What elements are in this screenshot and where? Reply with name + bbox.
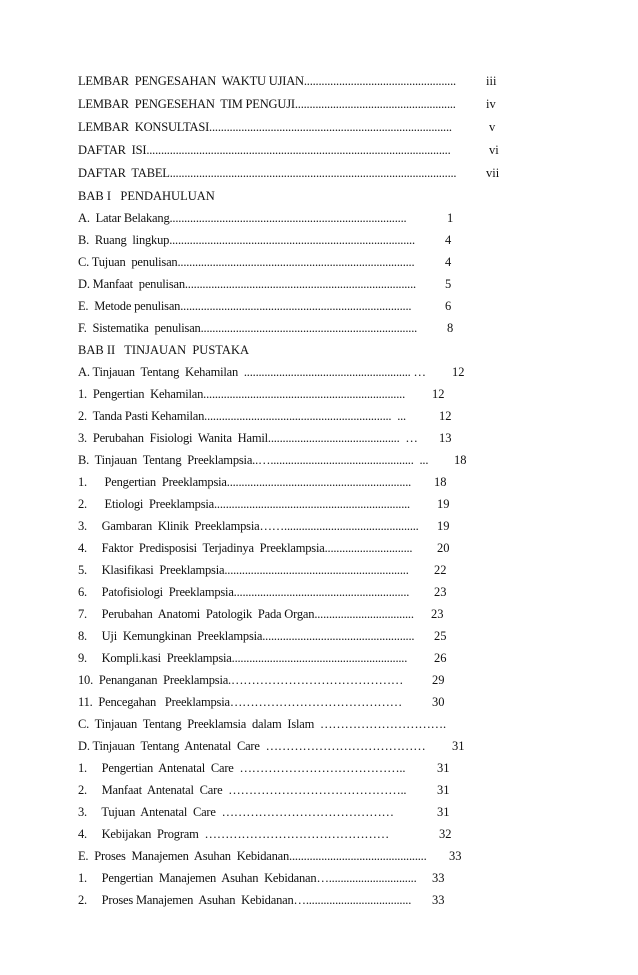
toc-entry-page: 6 (445, 299, 452, 313)
toc-entry-text: 5. Klasifikasi Preeklampsia............................................................... (78, 563, 409, 577)
toc-entry-page: 33 (432, 871, 445, 885)
toc-entry-page: 31 (452, 739, 465, 753)
toc-entry-text: D. Manfaat penulisan............................................................................... (78, 277, 416, 291)
toc-entry-text: 3. Perubahan Fisiologi Wanita Hamil............................................. … (78, 431, 418, 445)
toc-entry-text: 11. Pencegahan Preeklampsia…………………………………… (78, 695, 403, 709)
toc-entry-text: 4. Faktor Predisposisi Terjadinya Preeklampsia.............................. (78, 541, 413, 555)
toc-entry-text: 3. Tujuan Antenatal Care …………………………………… (78, 805, 394, 819)
toc-entry-text: LEMBAR KONSULTASI................................................................................... (78, 120, 452, 134)
toc-entry-text: 7. Perubahan Anatomi Patologik Pada Organ.................................. (78, 607, 414, 621)
toc-entry-text: 1. Pengertian Antenatal Care ………………………………….. (78, 761, 406, 775)
toc-entry-page: 29 (432, 673, 445, 687)
toc-entry-text: DAFTAR ISI........................................................................................................ (78, 143, 451, 157)
toc-entry-text: LEMBAR PENGESAHAN WAKTU UJIAN.................................................... (78, 74, 456, 88)
toc-entry-page: iii (486, 74, 497, 88)
toc-entry-page: 8 (447, 321, 454, 335)
toc-entry-page: 18 (434, 475, 447, 489)
toc-entry-text: 6. Patofisiologi Preeklampsia............................................................ (78, 585, 410, 599)
toc-entry-text: 2. Manfaat Antenatal Care …………………………………….. (78, 783, 407, 797)
toc-entry-page: 22 (434, 563, 447, 577)
toc-entry-page: 18 (454, 453, 467, 467)
toc-entry-text: 9. Kompli.kasi Preeklampsia............................................................ (78, 651, 408, 665)
toc-entry-text: 1. Pengertian Manajemen Asuhan Kebidanan….............................. (78, 871, 417, 885)
toc-entry-text: 2. Proses Manajemen Asuhan Kebidanan….................................... (78, 893, 412, 907)
toc-entry-page: 12 (452, 365, 465, 379)
toc-entry-text: 2. Etiologi Preeklampsia................................................................... (78, 497, 410, 511)
toc-entry-text: DAFTAR TABEL.................................................................................................. (78, 166, 457, 180)
toc-entry-page: 26 (434, 651, 447, 665)
toc-entry-page: 4 (445, 233, 452, 247)
chapter-heading: BAB II TINJAUAN PUSTAKA (78, 343, 249, 357)
toc-entry-page: 19 (437, 497, 450, 511)
toc-entry-page: vi (489, 143, 499, 157)
toc-entry-page: 33 (432, 893, 445, 907)
toc-entry-text: F. Sistematika penulisan.......................................................................... (78, 321, 418, 335)
toc-entry-text: 8. Uji Kemungkinan Preeklampsia.................................................... (78, 629, 415, 643)
toc-entry-page: 31 (437, 783, 450, 797)
toc-entry-page: 1 (447, 211, 454, 225)
toc-entry-text: C. Tujuan penulisan................................................................................. (78, 255, 415, 269)
toc-entry-text: D. Tinjauan Tentang Antenatal Care ………………………………… (78, 739, 426, 753)
toc-entry-page: 4 (445, 255, 452, 269)
toc-entry-page: 31 (437, 805, 450, 819)
toc-entry-text: E. Metode penulisan............................................................................... (78, 299, 412, 313)
toc-entry-text: 4. Kebijakan Program ……………………………………… (78, 827, 390, 841)
toc-entry-page: v (489, 120, 496, 134)
toc-entry-page: 31 (437, 761, 450, 775)
toc-entry-text: 10. Penanganan Preeklampsia.…………………………………… (78, 673, 404, 687)
toc-entry-page: 13 (439, 431, 452, 445)
toc-entry-text: B. Tinjauan Tentang Preeklampsia..…................................................. ... (78, 453, 429, 467)
toc-entry-page: 23 (434, 585, 447, 599)
toc-entry-text: 1. Pengertian Preeklampsia............................................................... (78, 475, 412, 489)
toc-entry-text: LEMBAR PENGESEHAN TIM PENGUJI....................................................... (78, 97, 456, 111)
toc-entry-page: iv (486, 97, 496, 111)
toc-entry-page: 19 (437, 519, 450, 533)
toc-entry-text: 1. Pengertian Kehamilan..................................................................... (78, 387, 405, 401)
toc-entry-page: 12 (432, 387, 445, 401)
toc-entry-text: B. Ruang lingkup.................................................................................... (78, 233, 415, 247)
toc-entry-page: 30 (432, 695, 445, 709)
toc-entry-page: 25 (434, 629, 447, 643)
toc-entry-page: vii (486, 166, 500, 180)
toc-entry-page: 20 (437, 541, 450, 555)
toc-entry-page: 5 (445, 277, 452, 291)
toc-entry-page: 12 (439, 409, 452, 423)
toc-entry-text: 3. Gambaran Klinik Preeklampsia…….............................................. (78, 519, 419, 533)
toc-entry-text: C. Tinjauan Tentang Preeklamsia dalam Islam …………………………. (78, 717, 446, 731)
toc-entry-page: 33 (449, 849, 462, 863)
toc-entry-page: 32 (439, 827, 452, 841)
toc-entry-text: E. Proses Manajemen Asuhan Kebidanan............................................... (78, 849, 427, 863)
toc-entry-text: A. Latar Belakang................................................................................. (78, 211, 407, 225)
toc-entry-page: 23 (431, 607, 444, 621)
toc-entry-text: A. Tinjauan Tentang Kehamilan ......................................................... … (78, 365, 426, 379)
chapter-heading: BAB I PENDAHULUAN (78, 189, 215, 203)
toc-entry-text: 2. Tanda Pasti Kehamilan................................................................ ... (78, 409, 406, 423)
